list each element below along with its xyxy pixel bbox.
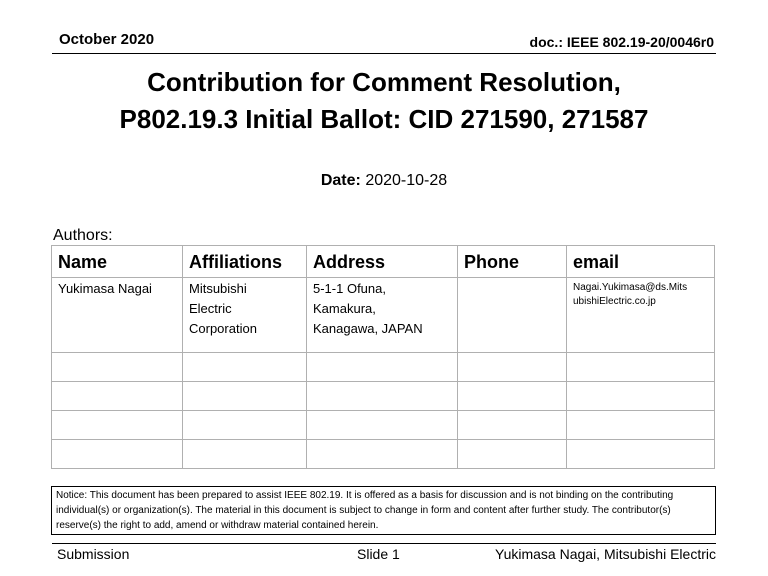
date-label: Date: (320, 172, 361, 189)
header-doc-id: doc.: IEEE 802.19-20/0046r0 (529, 34, 714, 50)
header-divider (52, 53, 716, 54)
empty-cell (52, 382, 183, 411)
table-row (52, 278, 715, 353)
column-header-email: email (567, 246, 715, 278)
table-row (52, 382, 715, 411)
affiliation-line: Corporation (189, 321, 257, 336)
empty-cell (567, 411, 715, 440)
table-row (52, 411, 715, 440)
slide-title (40, 64, 728, 138)
column-header-address: Address (307, 246, 458, 278)
author-email (567, 278, 715, 353)
empty-cell (307, 411, 458, 440)
address-line: Kanagawa, JAPAN (313, 321, 423, 336)
empty-cell (307, 440, 458, 469)
notice-box: Notice: This document has been prepared to assist IEEE 802.19. It is offered as a basis for discussion and is not binding on the contributing individual(s) or organization(s). The material in this document is subject to change in form and content after further study. The contributor(s) reserve(s) the right to add, amend or withdraw material contained herein. (51, 486, 716, 535)
date-line (0, 172, 768, 190)
empty-cell (307, 382, 458, 411)
author-address (307, 278, 458, 353)
footer-submission: Submission (57, 546, 130, 562)
date-value: 2020-10-28 (365, 172, 448, 189)
empty-cell (307, 353, 458, 382)
footer-slide-number: Slide 1 (357, 546, 400, 562)
title-line-1: Contribution for Comment Resolution, (147, 67, 621, 97)
footer-author: Yukimasa Nagai, Mitsubishi Electric (495, 546, 716, 562)
column-header-affiliations: Affiliations (183, 246, 307, 278)
authors-table (51, 245, 715, 469)
table-header-row (52, 246, 715, 278)
address-line: Kamakura, (313, 301, 376, 316)
empty-cell (183, 353, 307, 382)
author-phone (458, 278, 567, 353)
title-line-2: P802.19.3 Initial Ballot: CID 271590, 271587 (119, 104, 649, 134)
affiliation-line: Electric (189, 301, 232, 316)
author-affiliation (183, 278, 307, 353)
empty-cell (183, 440, 307, 469)
empty-cell (567, 440, 715, 469)
column-header-name: Name (52, 246, 183, 278)
empty-cell (458, 411, 567, 440)
empty-cell (52, 353, 183, 382)
empty-cell (52, 440, 183, 469)
empty-cell (458, 353, 567, 382)
empty-cell (183, 382, 307, 411)
email-line: ubishiElectric.co.jp (573, 296, 656, 307)
author-name: Yukimasa Nagai (52, 278, 183, 353)
empty-cell (52, 411, 183, 440)
address-line: 5-1-1 Ofuna, (313, 281, 386, 296)
column-header-phone: Phone (458, 246, 567, 278)
empty-cell (458, 440, 567, 469)
authors-label: Authors: (53, 227, 113, 244)
empty-cell (183, 411, 307, 440)
footer-divider (52, 543, 716, 544)
header-date: October 2020 (59, 31, 155, 48)
empty-cell (567, 382, 715, 411)
table-row (52, 440, 715, 469)
affiliation-line: Mitsubishi (189, 281, 247, 296)
empty-cell (567, 353, 715, 382)
table-row (52, 353, 715, 382)
empty-cell (458, 382, 567, 411)
email-line: Nagai.Yukimasa@ds.Mits (573, 282, 688, 293)
